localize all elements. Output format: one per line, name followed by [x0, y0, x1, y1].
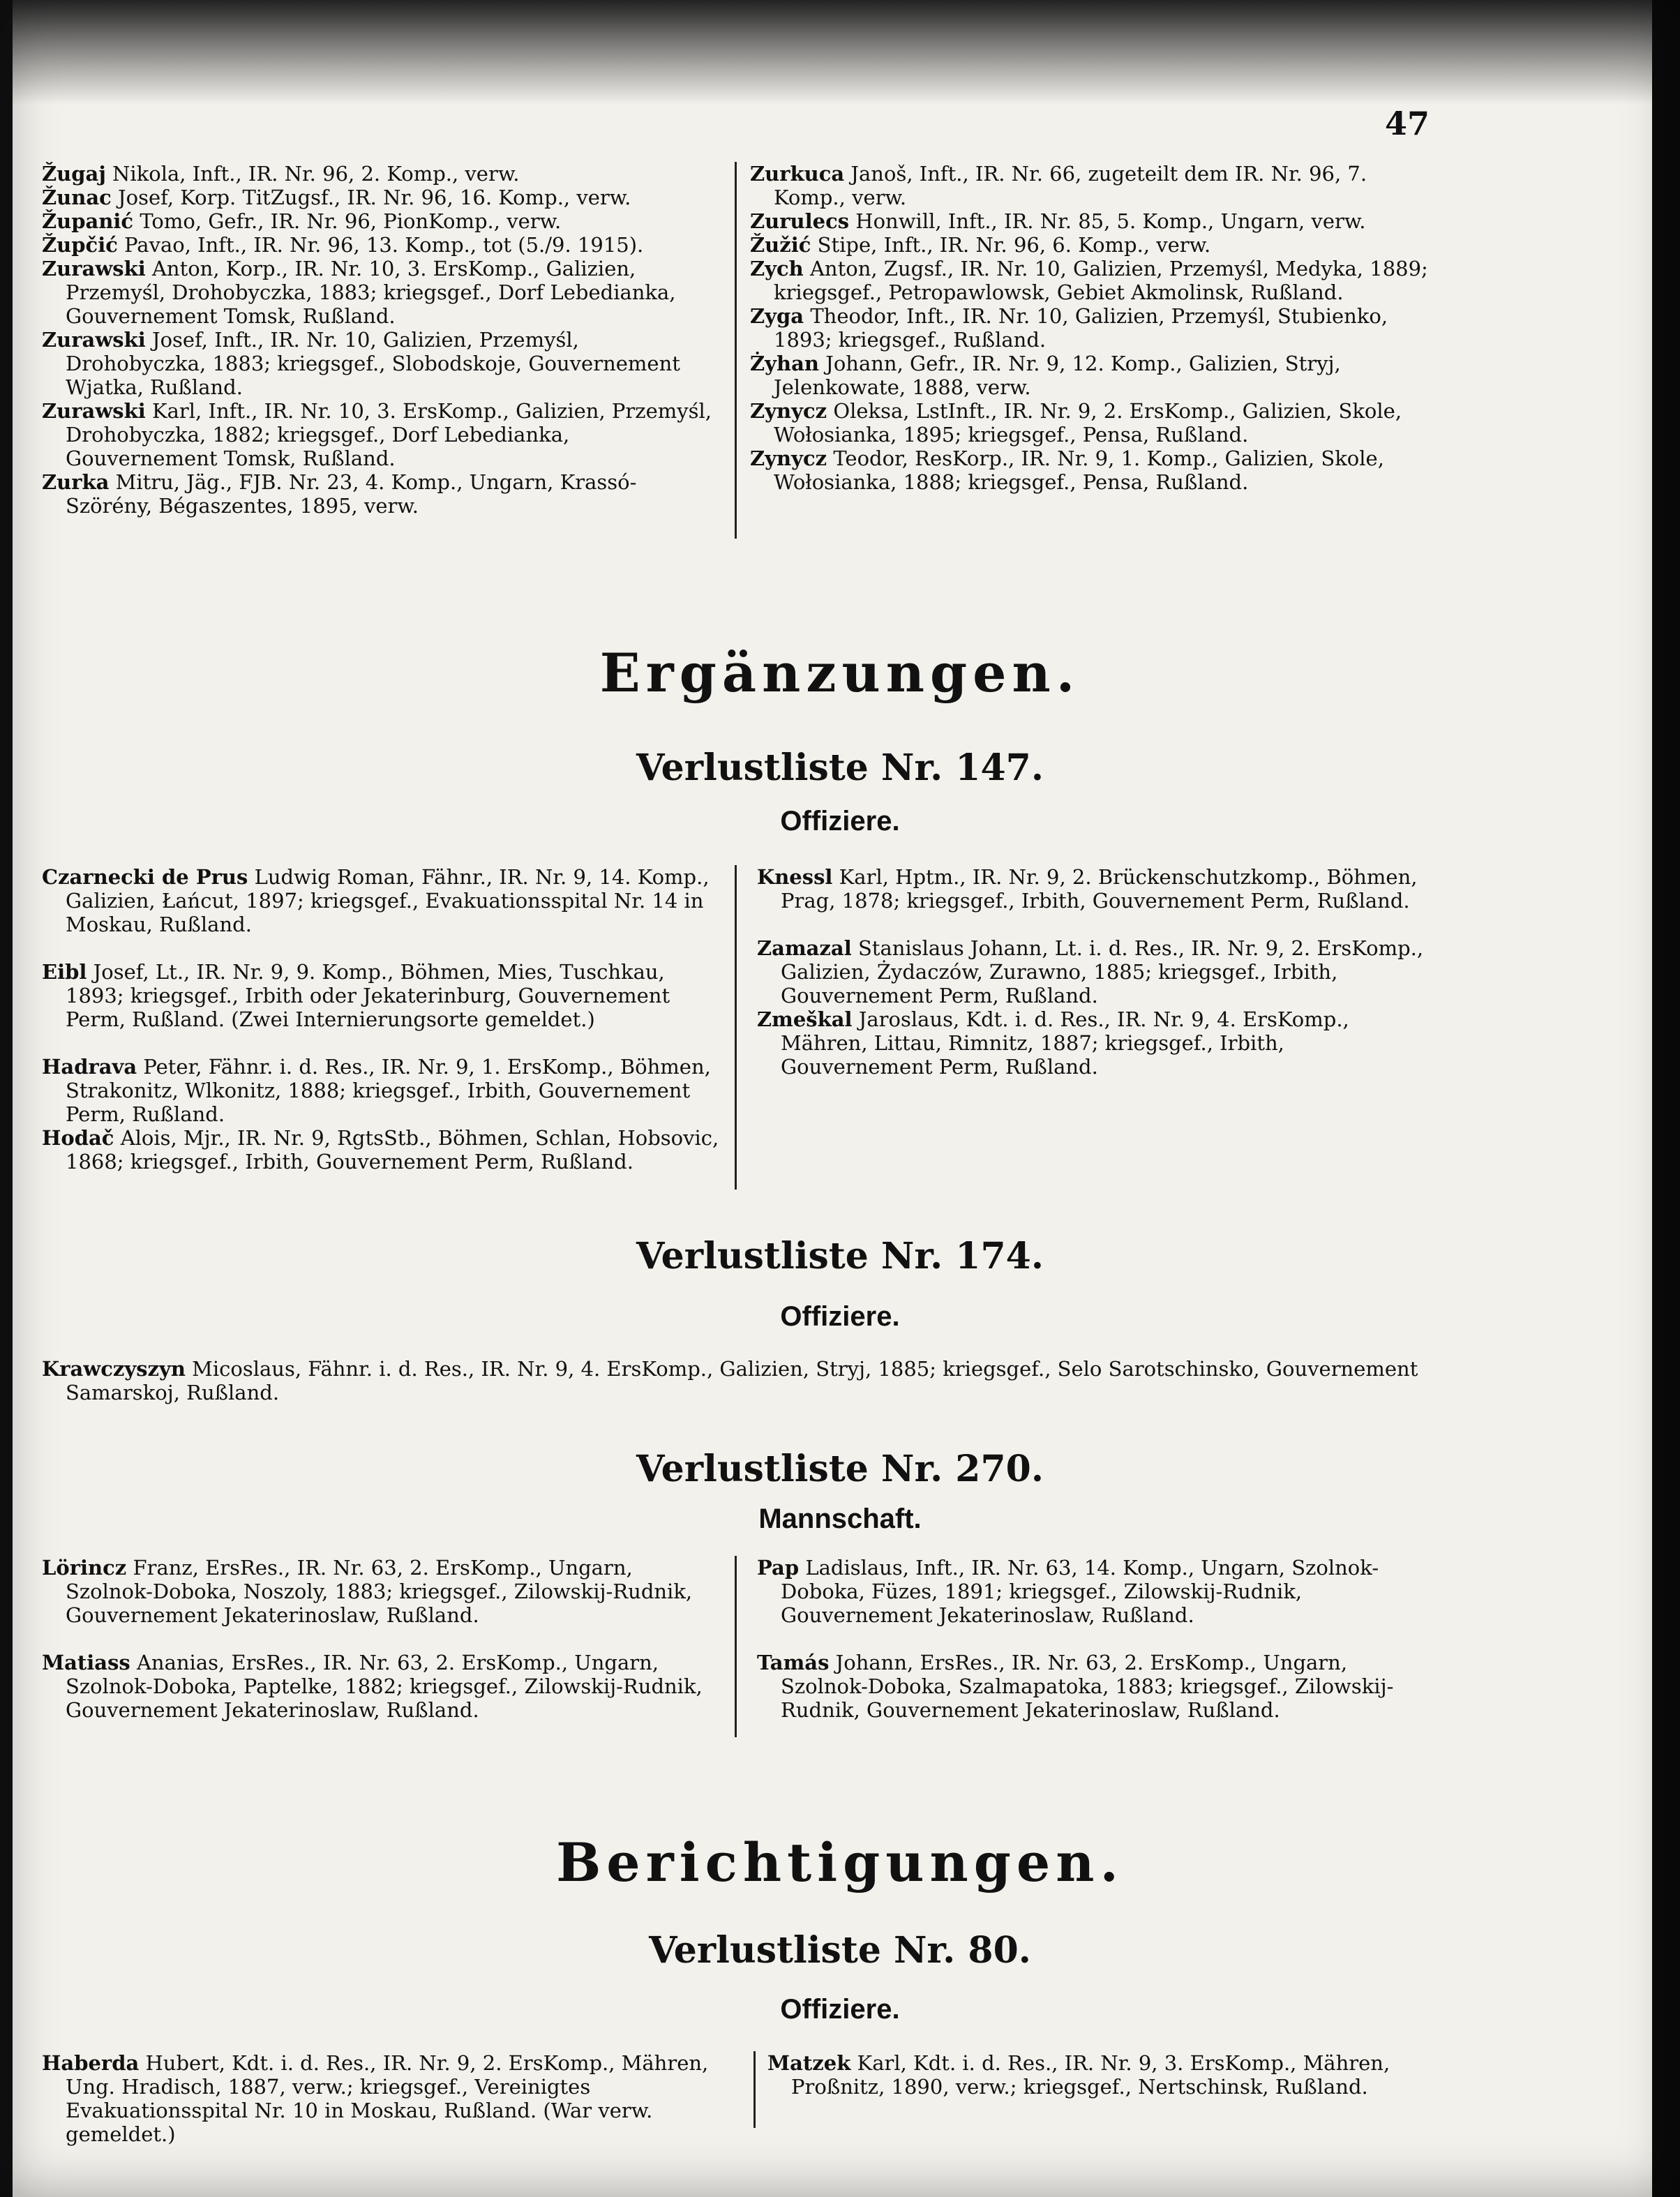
list-title-174: Verlustliste Nr. 174.	[636, 1235, 1044, 1277]
list-item: Knessl Karl, Hptm., IR. Nr. 9, 2. Brückenschutzkomp., Böhmen, Prag, 1878; kriegsgef., Irbith, Gouvernement Perm, Rußland.	[757, 865, 1418, 913]
list-title-147: Verlustliste Nr. 147.	[636, 747, 1044, 789]
list-item: Žugaj Nikola, Inft., IR. Nr. 96, 2. Komp., verw.	[42, 162, 520, 186]
top-left-column	[42, 162, 722, 518]
list-item: Krawczyszyn Micoslaus, Fähnr. i. d. Res., IR. Nr. 9, 4. ErsKomp., Galizien, Stryj, 1885; kriegsgef., Selo Sarotschinsko, Gouvernement Samarskoj, Rußland.	[42, 1357, 1418, 1404]
l80-left-column	[42, 2051, 750, 2146]
list-item: Žunac Josef, Korp. TitZugsf., IR. Nr. 96, 16. Komp., verw.	[42, 186, 631, 209]
list-item: Zurawski Karl, Inft., IR. Nr. 10, 3. ErsKomp., Galizien, Przemyśl, Drohobyczka, 1882; kriegsgef., Dorf Lebedianka, Gouvernement Tomsk, Rußland.	[42, 399, 712, 470]
list-item: Zurkuca Janoš, Inft., IR. Nr. 66, zugeteilt dem IR. Nr. 96, 7. Komp., verw.	[750, 162, 1367, 209]
list-item: Županić Tomo, Gefr., IR. Nr. 96, PionKomp., verw.	[42, 209, 562, 233]
list-item: Tamás Johann, ErsRes., IR. Nr. 63, 2. ErsKomp., Ungarn, Szolnok-Doboka, Szalmapatoka, 1883; kriegsgef., Zilowskij-Rudnik, Gouvernement Jekaterinoslaw, Rußland.	[757, 1651, 1394, 1722]
list-item: Matzek Karl, Kdt. i. d. Res., IR. Nr. 9, 3. ErsKomp., Mähren, Proßnitz, 1890, verw.; kriegsgef., Nertschinsk, Rußland.	[767, 2051, 1390, 2099]
list-item: Zyga Theodor, Inft., IR. Nr. 10, Galizien, Przemyśl, Stubienko, 1893; kriegsgef., Rußland.	[750, 304, 1388, 352]
list-title-80: Verlustliste Nr. 80.	[649, 1929, 1031, 1972]
list-item: Zynycz Teodor, ResKorp., IR. Nr. 9, 1. Komp., Galizien, Skole, Wołosianka, 1888; kriegsgef., Pensa, Rußland.	[750, 447, 1384, 494]
list-item: Haberda Hubert, Kdt. i. d. Res., IR. Nr. 9, 2. ErsKomp., Mähren, Ung. Hradisch, 1887, verw.; kriegsgef., Vereinigtes Evakuationsspital Nr. 10 in Moskau, Rußland. (War verw. gemeldet.)	[42, 2051, 709, 2146]
list-item: Zurawski Anton, Korp., IR. Nr. 10, 3. ErsKomp., Galizien, Przemyśl, Drohobyczka, 1883; kriegsgef., Dorf Lebedianka, Gouvernement Tomsk, Rußland.	[42, 257, 676, 328]
list-item: Lörincz Franz, ErsRes., IR. Nr. 63, 2. ErsKomp., Ungarn, Szolnok-Doboka, Noszoly, 1883; kriegsgef., Zilowskij-Rudnik, Gouvernement Jekaterinoslaw, Rußland.	[42, 1556, 693, 1627]
column-divider	[753, 2051, 756, 2128]
list-item: Matiass Ananias, ErsRes., IR. Nr. 63, 2. ErsKomp., Ungarn, Szolnok-Doboka, Paptelke, 1882; kriegsgef., Zilowskij-Rudnik, Gouvernement Jekaterinoslaw, Rußland.	[42, 1651, 703, 1722]
list-item: Župčić Pavao, Inft., IR. Nr. 96, 13. Komp., tot (5./9. 1915).	[42, 233, 644, 257]
list-item: Zmeškal Jaroslaus, Kdt. i. d. Res., IR. Nr. 9, 4. ErsKomp., Mähren, Littau, Rimnitz, 1887; kriegsgef., Irbith, Gouvernement Perm, Rußland.	[757, 1007, 1349, 1079]
list-item: Zurulecs Honwill, Inft., IR. Nr. 85, 5. Komp., Ungarn, verw.	[750, 209, 1366, 233]
l147-left-column	[42, 865, 722, 1174]
list-item: Zych Anton, Zugsf., IR. Nr. 10, Galizien, Przemyśl, Medyka, 1889; kriegsgef., Petropawlowsk, Gebiet Akmolinsk, Rußland.	[750, 257, 1428, 304]
top-right-column	[750, 162, 1441, 494]
list-item: Žužić Stipe, Inft., IR. Nr. 96, 6. Komp., verw.	[750, 233, 1211, 257]
l270-left-column	[42, 1556, 722, 1722]
column-divider	[735, 162, 737, 539]
list-item: Zynycz Oleksa, LstInft., IR. Nr. 9, 2. ErsKomp., Galizien, Skole, Wołosianka, 1895; kriegsgef., Pensa, Rußland.	[750, 399, 1402, 447]
page-number: 47	[1385, 105, 1430, 142]
section-title-ergaenzungen: Ergänzungen.	[599, 642, 1081, 704]
list-item: Zurka Mitru, Jäg., FJB. Nr. 23, 4. Komp., Ungarn, Krassó-Szörény, Bégaszentes, 1895, verw.	[42, 470, 637, 518]
list-item: Zamazal Stanislaus Johann, Lt. i. d. Res., IR. Nr. 9, 2. ErsKomp., Galizien, Żydaczów, Zurawno, 1885; kriegsgef., Irbith, Gouvernement Perm, Rußland.	[757, 936, 1424, 1007]
l80-right-column	[767, 2051, 1444, 2099]
section-title-berichtigungen: Berichtigungen.	[556, 1831, 1124, 1894]
l147-right-column	[757, 865, 1441, 1079]
list-subtitle-270: Mannschaft.	[758, 1504, 922, 1534]
list-item: Eibl Josef, Lt., IR. Nr. 9, 9. Komp., Böhmen, Mies, Tuschkau, 1893; kriegsgef., Irbith oder Jekaterinburg, Gouvernement Perm, Rußland. (Zwei Internierungsorte gemeldet.)	[42, 960, 670, 1031]
list-subtitle-174: Offiziere.	[780, 1301, 900, 1332]
list-item: Żyhan Johann, Gefr., IR. Nr. 9, 12. Komp., Galizien, Stryj, Jelenkowate, 1888, verw.	[750, 352, 1341, 399]
list-subtitle-147: Offiziere.	[780, 806, 900, 837]
scan-shadow-top	[0, 0, 1680, 105]
list-item: Hadrava Peter, Fähnr. i. d. Res., IR. Nr. 9, 1. ErsKomp., Böhmen, Strakonitz, Wlkonitz, 1888; kriegsgef., Irbith, Gouvernement Perm, Rußland.	[42, 1055, 711, 1126]
list-subtitle-80: Offiziere.	[780, 1994, 900, 2025]
list-item: Czarnecki de Prus Ludwig Roman, Fähnr., IR. Nr. 9, 14. Komp., Galizien, Łańcut, 1897; kriegsgef., Evakuationsspital Nr. 14 in Moskau, Rußland.	[42, 865, 710, 936]
column-divider	[735, 865, 737, 1190]
list-title-270: Verlustliste Nr. 270.	[636, 1448, 1044, 1490]
list-item: Hodač Alois, Mjr., IR. Nr. 9, RgtsStb., Böhmen, Schlan, Hobsovic, 1868; kriegsgef., Irbith, Gouvernement Perm, Rußland.	[42, 1126, 719, 1174]
list-item: Pap Ladislaus, Inft., IR. Nr. 63, 14. Komp., Ungarn, Szolnok-Doboka, Füzes, 1891; kriegsgef., Zilowskij-Rudnik, Gouvernement Jekaterinoslaw, Rußland.	[757, 1556, 1379, 1627]
l270-right-column	[757, 1556, 1441, 1722]
column-divider	[735, 1556, 737, 1737]
list-item: Zurawski Josef, Inft., IR. Nr. 10, Galizien, Przemyśl, Drohobyczka, 1883; kriegsgef., Slobodskoje, Gouvernement Wjatka, Rußland.	[42, 328, 680, 399]
